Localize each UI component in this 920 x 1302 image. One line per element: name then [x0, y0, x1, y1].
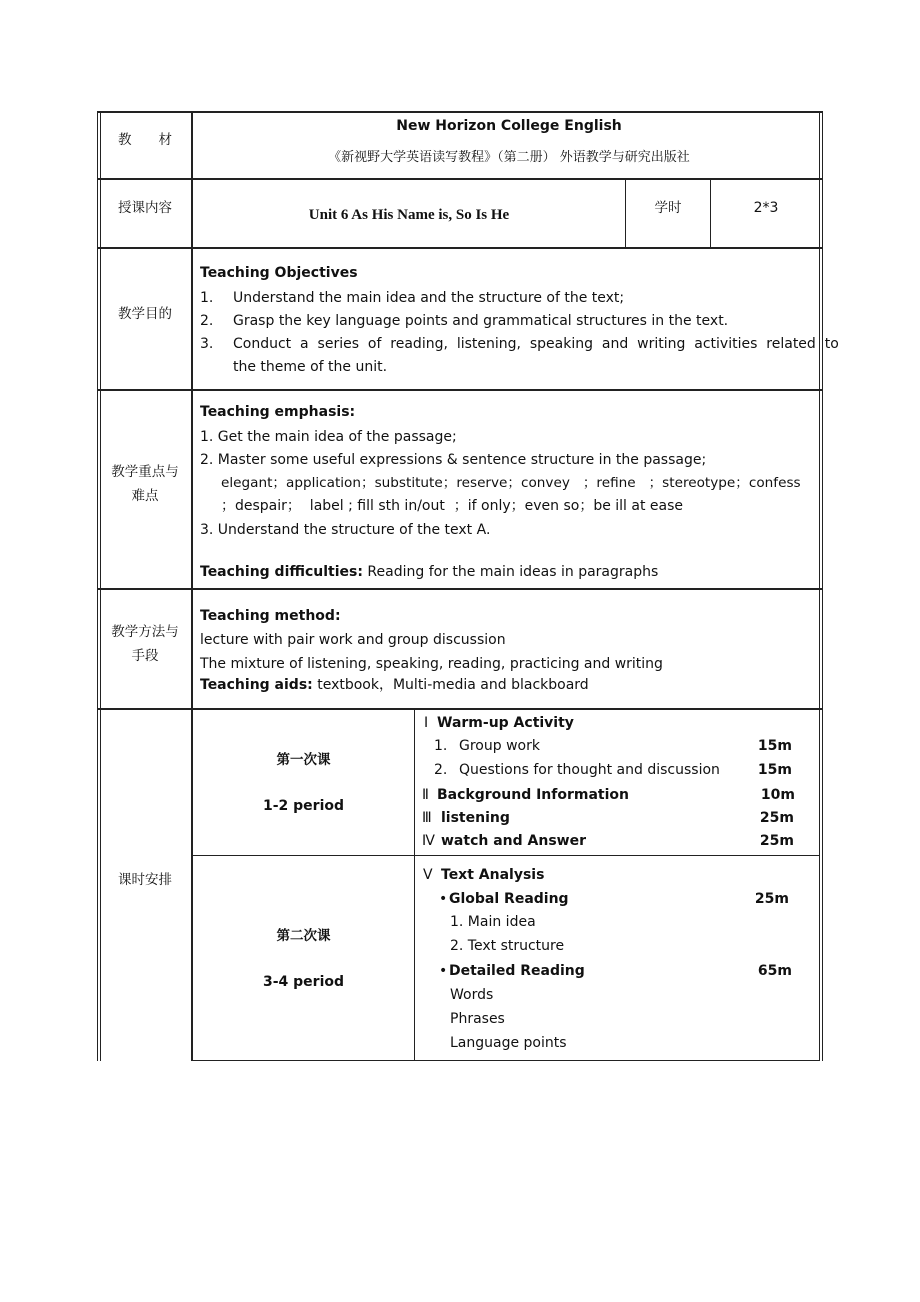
lesson2-item-1-num: Ⅴ	[423, 867, 433, 883]
content-label: 授课内容	[118, 200, 172, 216]
emphasis-vocab-line-1: elegant；application；substitute；reserve；convey ；refine ；stereotype；confess	[221, 475, 801, 491]
lesson1-item-1-num: Ⅰ	[424, 715, 429, 731]
lesson1-item-6-time: 25m	[759, 833, 794, 849]
table-border-left	[97, 111, 98, 1061]
lesson1-item-5-num: Ⅲ	[422, 810, 432, 826]
table-border-top	[98, 111, 823, 113]
objectives-heading: Teaching Objectives	[200, 265, 358, 281]
lesson2-item-4-title: 2. Text structure	[450, 938, 565, 954]
objective-text-1: Understand the main idea and the structure of the text;	[233, 290, 625, 306]
objective-text-3: Conduct a series of reading, listening, speaking and writing activities related to	[233, 336, 839, 352]
row-divider-5	[98, 708, 823, 710]
label-column-divider	[191, 111, 193, 1061]
objectives-label: 教学目的	[118, 306, 172, 322]
hours-label: 学时	[654, 200, 682, 216]
schedule-mid-divider	[192, 855, 820, 856]
table-border-left-inner	[100, 111, 101, 1061]
lesson2-item-5-bullet: •	[439, 963, 448, 979]
difficulties-text: Reading for the main ideas in paragraphs	[362, 564, 659, 580]
row-divider-1	[98, 178, 823, 180]
lesson1-item-2-time: 15m	[757, 738, 792, 754]
lesson1-item-3-num: 2.	[434, 762, 448, 778]
objective-number-3: 3.	[200, 336, 214, 352]
lesson1-item-6-title: watch and Answer	[441, 833, 586, 849]
textbook-title: New Horizon College English	[396, 118, 622, 134]
lesson2-item-6-title: Words	[450, 987, 494, 1003]
lesson1-name: 第一次课	[276, 752, 331, 768]
row-divider-4	[98, 588, 823, 590]
emphasis-line-1: 1. Get the main idea of the passage;	[200, 429, 457, 445]
schedule-label: 课时安排	[118, 872, 172, 888]
difficulties-heading: Teaching difficulties:	[200, 564, 363, 580]
lesson1-item-4-title: Background Information	[437, 787, 630, 803]
aids-heading: Teaching aids:	[200, 677, 313, 693]
emphasis-label-line2: 难点	[131, 488, 159, 504]
lesson2-item-2-bullet: •	[439, 891, 448, 907]
lesson1-item-1-title: Warm-up Activity	[437, 715, 574, 731]
schedule-bottom-border	[192, 1060, 820, 1061]
emphasis-vocab-line-2: ；despair； label ; fill sth in/out ；if only；even so；be ill at ease	[221, 498, 684, 514]
lesson1-item-3-title: Questions for thought and discussion	[459, 762, 720, 778]
unit-title: Unit 6 As His Name is, So Is He	[308, 207, 510, 223]
aids-text: textbook，Multi-media and blackboard	[312, 677, 589, 693]
lesson2-item-5-title: Detailed Reading	[449, 963, 585, 979]
lesson2-item-2-time: 25m	[754, 891, 789, 907]
objective-text-2: Grasp the key language points and grammatical structures in the text.	[233, 313, 729, 329]
objective-number-1: 1.	[200, 290, 214, 306]
textbook-subtitle: 《新视野大学英语读写教程》（第二册） 外语教学与研究出版社	[328, 150, 690, 165]
emphasis-heading: Teaching emphasis:	[200, 404, 356, 420]
hours-value: 2*3	[753, 200, 779, 216]
lesson2-period: 3-4 period	[262, 974, 345, 990]
table-border-right	[819, 111, 820, 1061]
lesson1-period: 1-2 period	[262, 798, 345, 814]
method-label-line1: 教学方法与	[111, 624, 179, 640]
schedule-column-divider	[414, 709, 415, 1061]
emphasis-label-line1: 教学重点与	[111, 464, 179, 480]
textbook-label: 教 材	[118, 132, 172, 148]
lesson2-item-2-title: Global Reading	[449, 891, 569, 907]
method-heading: Teaching method:	[200, 608, 341, 624]
lesson1-item-3-time: 15m	[757, 762, 792, 778]
lesson2-item-1-title: Text Analysis	[441, 867, 545, 883]
row-divider-2	[98, 247, 823, 249]
difficulties-line	[200, 563, 658, 581]
lesson2-item-7-title: Phrases	[450, 1011, 505, 1027]
lesson1-item-5-title: listening	[441, 810, 510, 826]
lesson1-item-4-time: 10m	[760, 787, 795, 803]
method-line-1: lecture with pair work and group discussion	[200, 632, 506, 648]
method-label-line2: 手段	[131, 648, 159, 664]
emphasis-line-3: 3. Understand the structure of the text A.	[200, 522, 491, 538]
objective-text-3-cont: the theme of the unit.	[233, 359, 388, 375]
method-line-2: The mixture of listening, speaking, reading, practicing and writing	[200, 656, 663, 672]
lesson2-item-8-title: Language points	[450, 1035, 567, 1051]
lesson1-item-5-time: 25m	[759, 810, 794, 826]
lesson2-item-3-title: 1. Main idea	[450, 914, 536, 930]
emphasis-line-2: 2. Master some useful expressions & sentence structure in the passage;	[200, 452, 707, 468]
aids-line	[200, 676, 589, 694]
table-border-right-inner	[822, 111, 823, 1061]
lesson1-item-4-num: Ⅱ	[422, 787, 429, 803]
lesson1-item-6-num: Ⅳ	[422, 833, 435, 849]
row-divider-3	[98, 389, 823, 391]
lesson2-item-5-time: 65m	[757, 963, 792, 979]
objective-number-2: 2.	[200, 313, 214, 329]
lesson1-item-2-num: 1.	[434, 738, 448, 754]
lesson1-item-2-title: Group work	[459, 738, 540, 754]
lesson2-name: 第二次课	[276, 928, 331, 944]
